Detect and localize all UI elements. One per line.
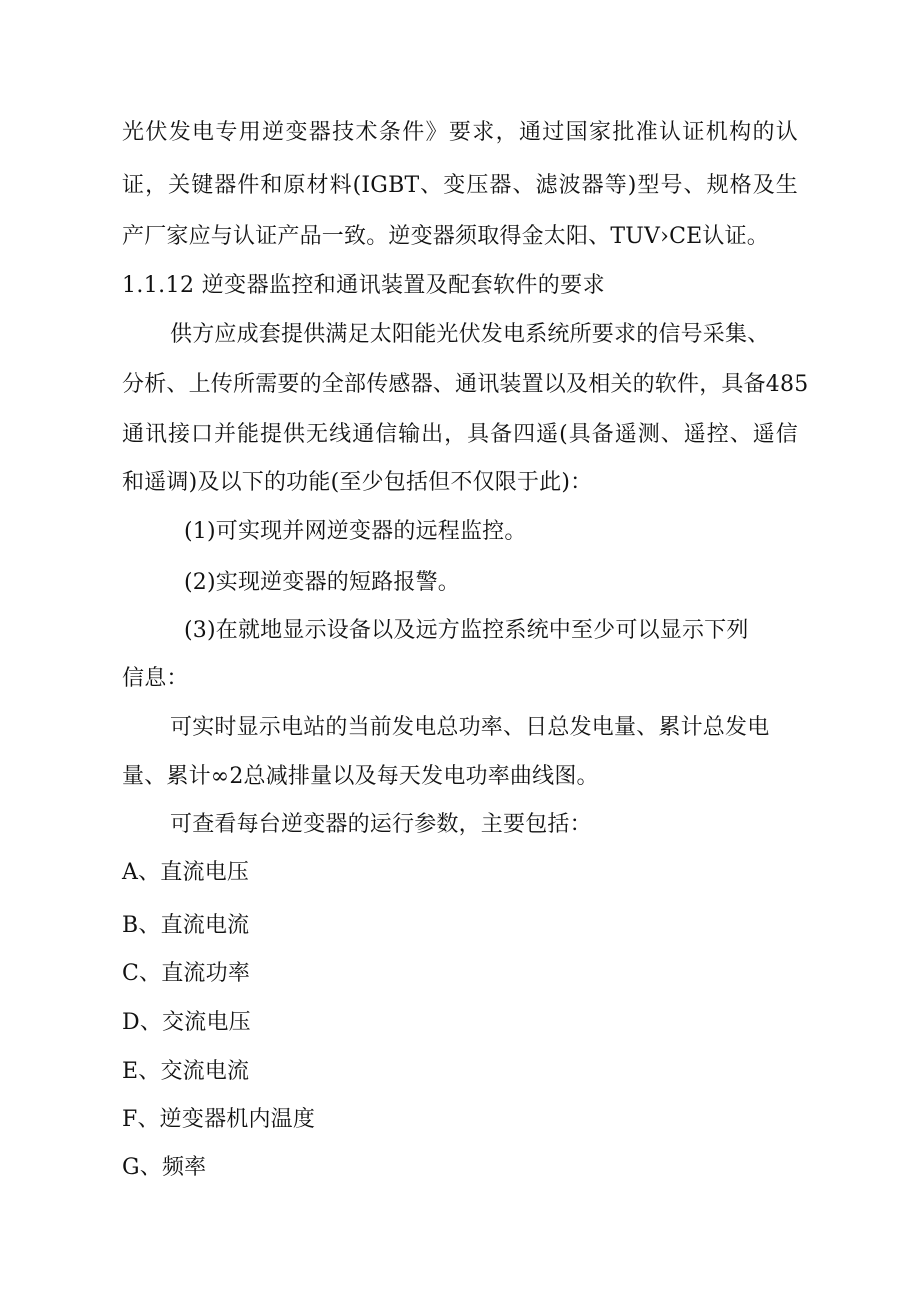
parameter-item: D、交流电压: [122, 1010, 251, 1035]
parameter-item: A、直流电压: [122, 860, 250, 885]
list-item: (1)可实现并网逆变器的远程监控。: [184, 519, 527, 544]
paragraph-line: 和遥调)及以下的功能(至少包括但不仅限于此)：: [122, 470, 593, 495]
paragraph-line: 产厂家应与认证产品一致。逆变器须取得金太阳、TUV›CE认证。: [122, 224, 769, 249]
paragraph-line: 供方应成套提供满足太阳能光伏发电系统所要求的信号采集、: [170, 322, 770, 347]
parameter-item: C、直流功率: [122, 961, 251, 986]
paragraph-line: 可查看每台逆变器的运行参数，主要包括：: [170, 812, 592, 837]
parameter-item: E、交流电流: [122, 1059, 250, 1084]
parameter-item: F、逆变器机内温度: [122, 1107, 316, 1132]
paragraph-line: 光伏发电专用逆变器技术条件》要求，通过国家批准认证机构的认: [122, 120, 798, 145]
paragraph-line: 通讯接口并能提供无线通信输出，具备四遥(具备遥测、遥控、遥信: [122, 422, 798, 447]
list-item: (2)实现逆变器的短路报警。: [184, 570, 460, 595]
paragraph-line: 可实时显示电站的当前发电总功率、日总发电量、累计总发电: [170, 715, 770, 740]
paragraph-line: 分析、上传所需要的全部传感器、通讯装置以及相关的软件，具备485: [122, 372, 809, 397]
list-item: (3)在就地显示设备以及远方监控系统中至少可以显示下列: [184, 618, 749, 643]
paragraph-line: 量、累计∞2总减排量以及每天发电功率曲线图。: [122, 764, 599, 789]
paragraph-line: 证，关键器件和原材料(IGBT、变压器、滤波器等)型号、规格及生: [122, 173, 798, 198]
parameter-item: G、频率: [122, 1155, 207, 1180]
section-heading: 1.1.12 逆变器监控和通讯装置及配套软件的要求: [122, 273, 605, 298]
parameter-item: B、直流电流: [122, 913, 250, 938]
paragraph-line: 信息：: [122, 666, 189, 691]
